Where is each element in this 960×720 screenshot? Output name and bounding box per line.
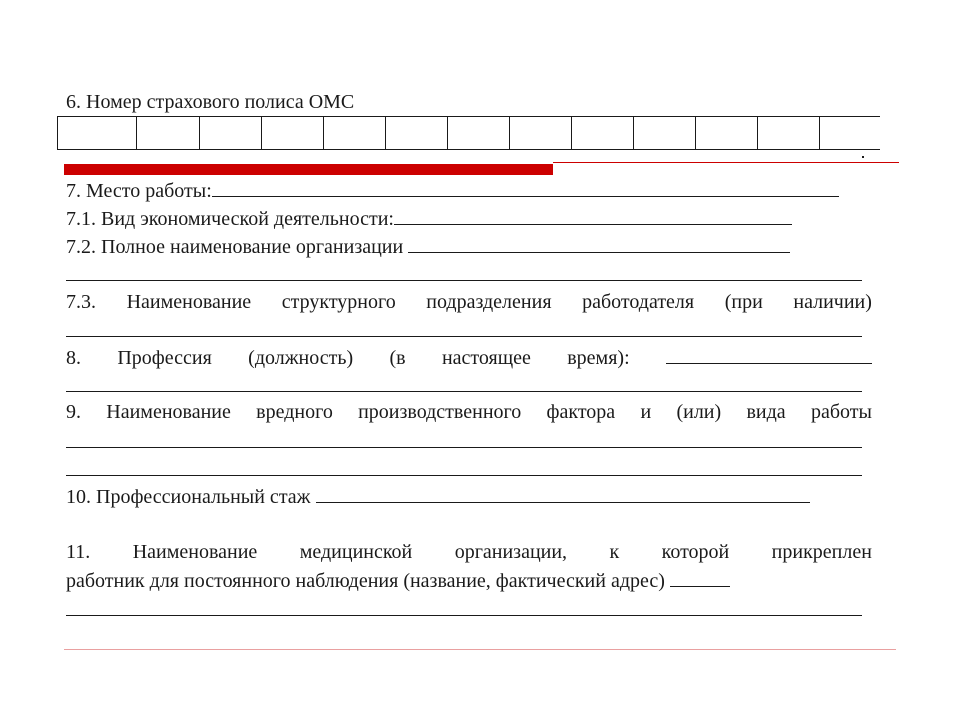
label-word: прикреплен (771, 541, 872, 563)
organization-name-field-line2[interactable] (66, 280, 862, 281)
label-word: (в (389, 347, 406, 369)
label-word: наличии) (793, 291, 872, 313)
policy-digit-cell[interactable] (386, 117, 448, 149)
label-word: производственного (358, 401, 522, 423)
label-word: (или) (676, 401, 722, 423)
label-word: Наименование (132, 541, 258, 563)
harmful-factor-label (66, 400, 872, 424)
organization-name-row (66, 234, 790, 259)
policy-number-label: 6. Номер страхового полиса ОМС (66, 91, 355, 113)
economic-activity-field[interactable] (394, 206, 792, 225)
policy-digit-cell[interactable] (448, 117, 510, 149)
label-word: настоящее (441, 347, 531, 369)
policy-digit-cell[interactable] (200, 117, 262, 149)
label-word: 11. (66, 541, 91, 563)
label-word: 8. (66, 347, 81, 369)
label-word: которой (661, 541, 730, 563)
structural-unit-label (66, 290, 872, 314)
policy-digit-cell[interactable] (820, 117, 881, 149)
policy-digit-cell[interactable] (137, 117, 200, 149)
medical-organization-field[interactable] (670, 568, 730, 587)
workplace-field[interactable] (212, 178, 839, 197)
work-experience-row (66, 484, 810, 509)
policy-digit-cell[interactable] (634, 117, 696, 149)
decorative-bottom-line (64, 649, 896, 650)
label-word: работы (810, 401, 872, 423)
policy-digit-cell[interactable] (510, 117, 572, 149)
label-word: время): (567, 347, 630, 369)
label-word: организации, (454, 541, 568, 563)
policy-digit-cell[interactable] (572, 117, 634, 149)
medical-organization-label-line2: работник для постоянного наблюдения (название, фактический адрес) (66, 570, 665, 592)
label-word: работодателя (582, 291, 695, 313)
economic-activity-row (66, 206, 792, 231)
label-word: Наименование (106, 401, 231, 423)
label-word: структурного (281, 291, 396, 313)
harmful-factor-field-line2[interactable] (66, 475, 862, 476)
label-word: фактора (546, 401, 616, 423)
policy-digit-cell[interactable] (58, 117, 137, 149)
policy-digit-cell[interactable] (696, 117, 758, 149)
profession-field[interactable] (666, 345, 872, 364)
economic-activity-label: 7.1. Вид экономической деятельности: (66, 208, 394, 230)
decorative-red-bar (64, 164, 553, 175)
workplace-row (66, 178, 872, 203)
label-word: Профессия (117, 347, 212, 369)
medical-organization-field-line2[interactable] (66, 615, 862, 616)
decorative-red-line (553, 162, 899, 163)
organization-name-field[interactable] (408, 234, 790, 253)
label-word: (при (724, 291, 763, 313)
label-word: и (640, 401, 652, 423)
organization-name-label: 7.2. Полное наименование организации (66, 236, 404, 258)
label-word: Наименование (126, 291, 252, 313)
dot-mark (862, 156, 864, 158)
policy-number-grid[interactable] (57, 116, 880, 150)
label-word: вредного (256, 401, 333, 423)
label-word: 7.3. (66, 291, 96, 313)
label-word: подразделения (426, 291, 552, 313)
policy-digit-cell[interactable] (262, 117, 324, 149)
label-word: к (609, 541, 620, 563)
medical-organization-label (66, 540, 872, 564)
label-word: медицинской (299, 541, 413, 563)
policy-digit-cell[interactable] (758, 117, 820, 149)
policy-digit-cell[interactable] (324, 117, 386, 149)
label-word: (должность) (248, 347, 354, 369)
work-experience-label: 10. Профессиональный стаж (66, 486, 311, 508)
label-word: 9. (66, 401, 81, 423)
label-word: вида (746, 401, 786, 423)
harmful-factor-field[interactable] (66, 447, 862, 448)
profession-row (66, 345, 872, 370)
profession-field-line2[interactable] (66, 391, 862, 392)
structural-unit-field[interactable] (66, 336, 862, 337)
medical-organization-row-2 (66, 568, 730, 593)
work-experience-field[interactable] (316, 484, 810, 503)
workplace-label: 7. Место работы: (66, 180, 212, 202)
